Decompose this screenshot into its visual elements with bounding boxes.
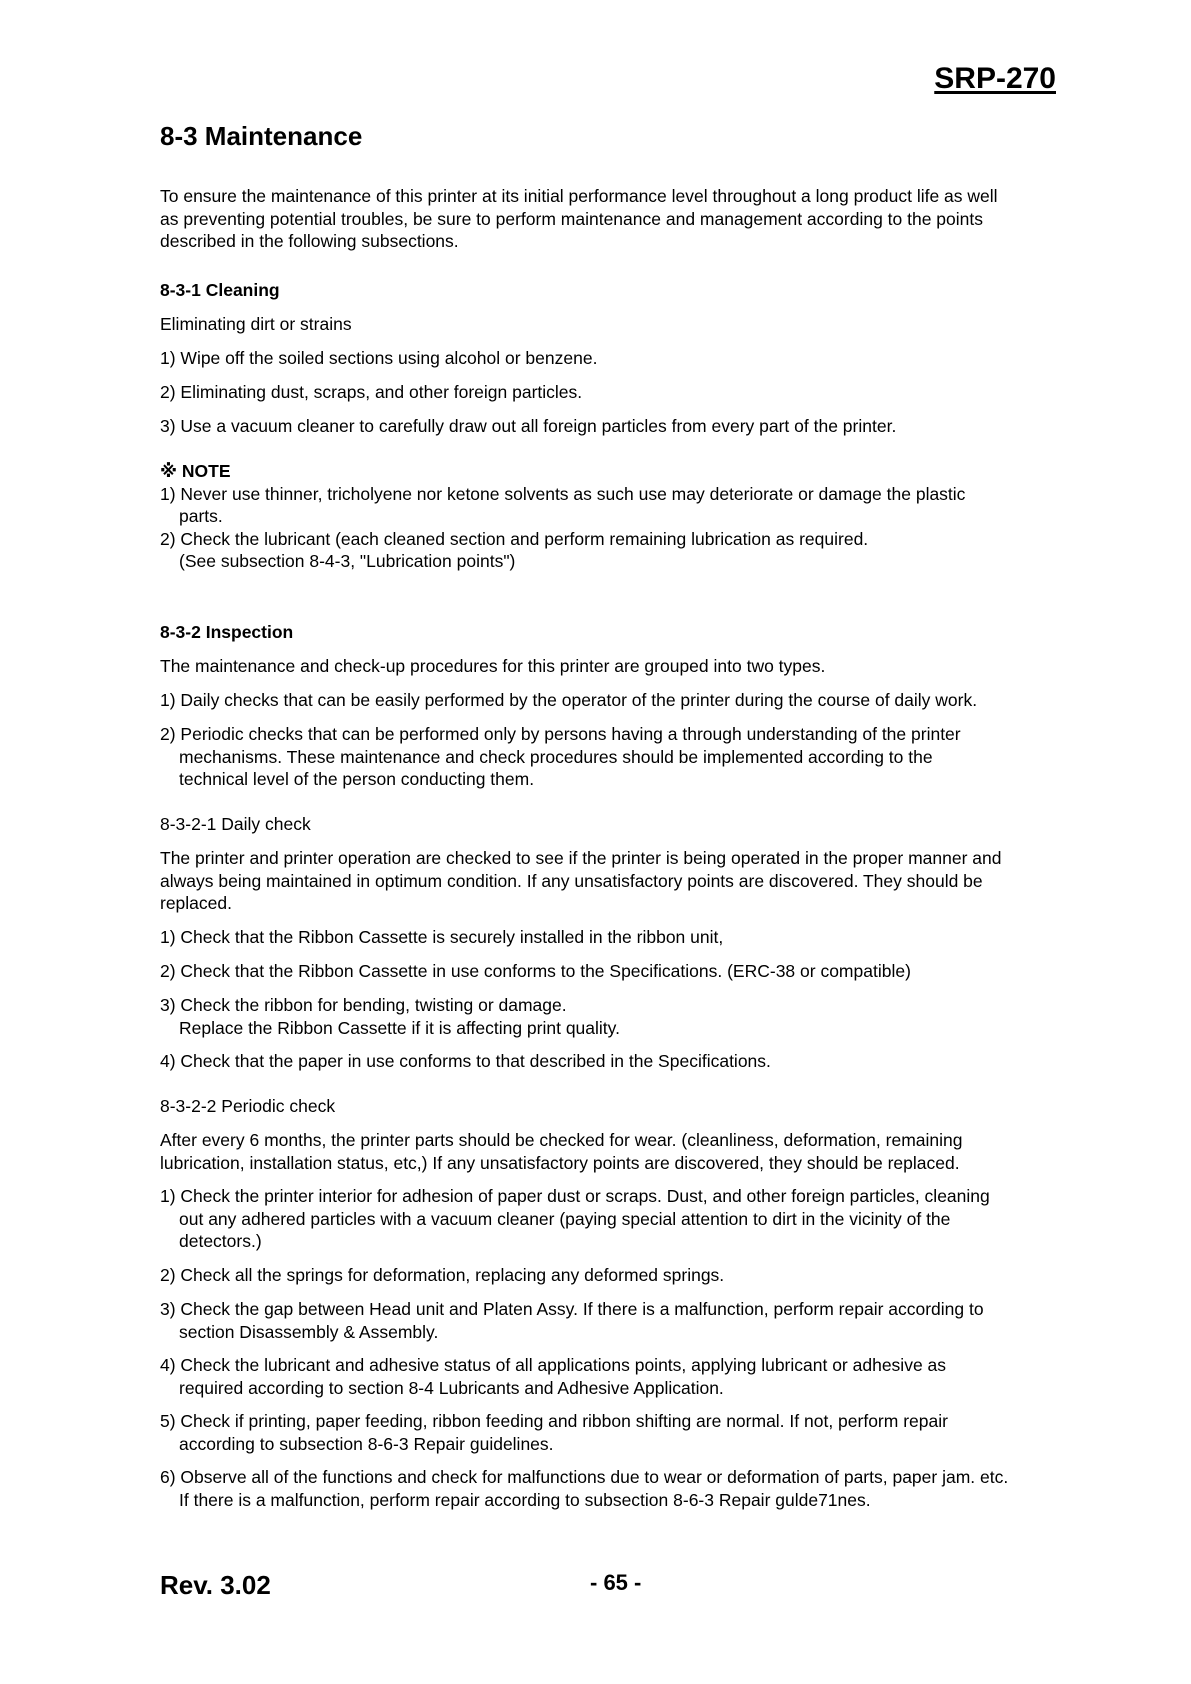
inspection-item: 2) Periodic checks that can be performed only by persons having a through understanding of the printer xyxy=(160,724,961,744)
periodic-item: If there is a malfunction, perform repair according to subsection 8-6-3 Repair gulde71nes. xyxy=(179,1489,871,1510)
periodic-item: 2) Check all the springs for deformation, replacing any deformed springs. xyxy=(160,1265,725,1285)
daily-item: 1) Check that the Ribbon Cassette is securely installed in the ribbon unit, xyxy=(160,927,724,947)
periodic-item: detectors.) xyxy=(179,1231,262,1251)
page-number: - 65 - xyxy=(590,1570,642,1595)
inspection-item: mechanisms. These maintenance and check procedures should be implemented according to the xyxy=(179,746,933,767)
cleaning-lead: Eliminating dirt or strains xyxy=(160,314,352,334)
document-model-header: SRP-270 xyxy=(934,62,1056,95)
daily-intro-line: The printer and printer operation are checked to see if the printer is being operated in the proper manner and xyxy=(160,848,1002,868)
periodic-item: 6) Observe all of the functions and check for malfunctions due to wear or deformation of parts, paper jam. etc. xyxy=(160,1467,1009,1487)
daily-intro-line: always being maintained in optimum condition. If any unsatisfactory points are discovered. They should be xyxy=(160,870,983,891)
intro-line: described in the following subsections. xyxy=(160,231,459,251)
daily-item: Replace the Ribbon Cassette if it is affecting print quality. xyxy=(179,1017,620,1038)
periodic-item: out any adhered particles with a vacuum cleaner (paying special attention to dirt in the vicinity of the xyxy=(179,1208,951,1229)
revision-label: Rev. 3.02 xyxy=(160,1570,271,1600)
periodic-heading: 8-3-2-2 Periodic check xyxy=(160,1096,336,1116)
cleaning-item: 1) Wipe off the soiled sections using alcohol or benzene. xyxy=(160,348,598,368)
cleaning-item: 3) Use a vacuum cleaner to carefully draw out all foreign particles from every part of the printer. xyxy=(160,416,897,436)
intro-line: To ensure the maintenance of this printer at its initial performance level throughout a long product life as well xyxy=(160,186,998,206)
intro-line: as preventing potential troubles, be sure to perform maintenance and management according to the points xyxy=(160,208,984,229)
daily-item: 3) Check the ribbon for bending, twisting or damage. xyxy=(160,995,567,1015)
cleaning-item: 2) Eliminating dust, scraps, and other foreign particles. xyxy=(160,382,583,402)
daily-item: 4) Check that the paper in use conforms to that described in the Specifications. xyxy=(160,1051,771,1071)
daily-intro-line: replaced. xyxy=(160,893,232,913)
note-line: 2) Check the lubricant (each cleaned section and perform remaining lubrication as required. xyxy=(160,528,869,549)
inspection-lead: The maintenance and check-up procedures for this printer are grouped into two types. xyxy=(160,656,826,676)
inspection-item: 1) Daily checks that can be easily performed by the operator of the printer during the course of daily work. xyxy=(160,690,978,710)
periodic-item: 1) Check the printer interior for adhesion of paper dust or scraps. Dust, and other foreign particles, cleaning xyxy=(160,1186,990,1206)
periodic-item: required according to section 8-4 Lubricants and Adhesive Application. xyxy=(179,1377,724,1398)
periodic-item: according to subsection 8-6-3 Repair guidelines. xyxy=(179,1433,554,1454)
daily-item: 2) Check that the Ribbon Cassette in use conforms to the Specifications. (ERC-38 or compatible) xyxy=(160,961,911,981)
daily-heading: 8-3-2-1 Daily check xyxy=(160,814,311,834)
periodic-item: 5) Check if printing, paper feeding, ribbon feeding and ribbon shifting are normal. If not, perform repair xyxy=(160,1411,948,1431)
inspection-heading: 8-3-2 Inspection xyxy=(160,622,294,642)
inspection-item: technical level of the person conducting them. xyxy=(179,769,535,789)
periodic-item: 4) Check the lubricant and adhesive status of all applications points, applying lubricant or adhesive as xyxy=(160,1355,947,1375)
note-line: (See subsection 8-4-3, "Lubrication points") xyxy=(179,551,516,571)
cleaning-heading: 8-3-1 Cleaning xyxy=(160,280,280,300)
periodic-item: section Disassembly & Assembly. xyxy=(179,1321,439,1342)
note-line: 1) Never use thinner, tricholyene nor ketone solvents as such use may deteriorate or damage the plastic xyxy=(160,483,966,504)
periodic-item: 3) Check the gap between Head unit and Platen Assy. If there is a malfunction, perform repair according to xyxy=(160,1299,984,1319)
note-heading: ※ NOTE xyxy=(160,461,231,481)
periodic-intro-line: After every 6 months, the printer parts should be checked for wear. (cleanliness, deformation, remaining xyxy=(160,1130,963,1150)
periodic-intro-line: lubrication, installation status, etc,) If any unsatisfactory points are discovered, they should be replaced. xyxy=(160,1152,960,1173)
section-title: 8-3 Maintenance xyxy=(160,121,363,151)
note-line: parts. xyxy=(179,506,223,526)
